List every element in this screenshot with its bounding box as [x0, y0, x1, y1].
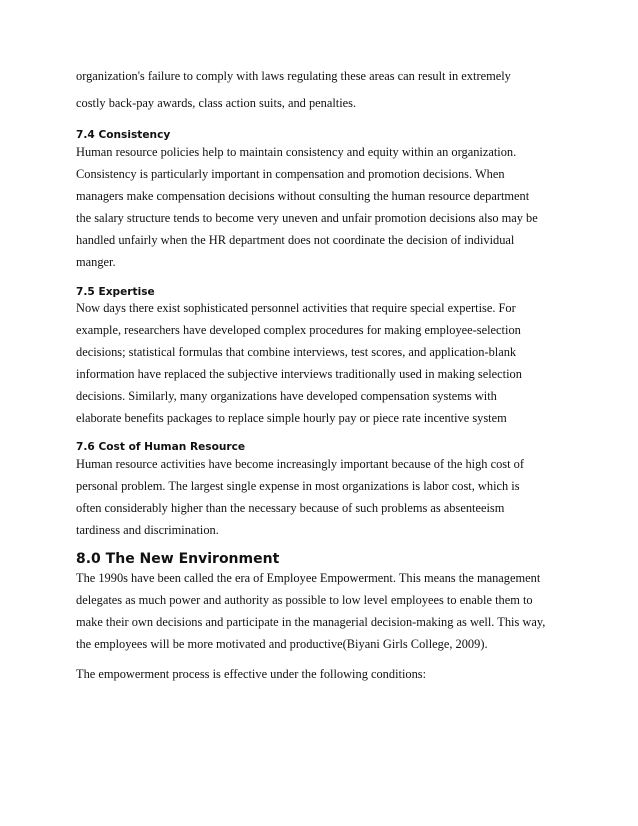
intro-line-1: organization's failure to comply with laws regulating these areas can result in extremely — [76, 69, 511, 83]
consistency-line-2: Consistency is particularly important in compensation and promotion decisions. When — [76, 167, 505, 181]
new-environment-line-3: make their own decisions and participate in the managerial decision-making as well. This way, — [76, 615, 546, 629]
section-heading-new-environment: 8.0 The New Environment — [76, 551, 280, 567]
intro-line-2: costly back-pay awards, class action suits, and penalties. — [76, 96, 357, 110]
consistency-line-3: managers make compensation decisions without consulting the human resource department — [76, 189, 530, 203]
expertise-line-1: Now days there exist sophisticated personnel activities that require special expertise. For — [76, 301, 516, 315]
expertise-line-6: elaborate benefits packages to replace simple hourly pay or piece rate incentive system — [76, 411, 507, 425]
consistency-line-4: the salary structure tends to become very uneven and unfair promotion decisions also may be — [76, 211, 538, 225]
expertise-line-3: decisions; statistical formulas that combine interviews, test scores, and application-blank — [76, 345, 517, 359]
expertise-line-5: decisions. Similarly, many organizations have developed compensation systems with — [76, 389, 497, 403]
new-environment-line-4: the employees will be more motivated and productive(Biyani Girls College, 2009). — [76, 637, 488, 651]
consistency-line-5: handled unfairly when the HR department does not coordinate the decision of individual — [76, 233, 515, 247]
section-heading-consistency: 7.4 Consistency — [76, 129, 171, 141]
new-environment-line-2: delegates as much power and authority as possible to low level employees to enable them to — [76, 593, 533, 607]
cost-line-3: often considerably higher than the necessary because of such problems as absenteeism — [76, 501, 505, 515]
new-environment-closing: The empowerment process is effective under the following conditions: — [76, 667, 427, 681]
section-heading-cost: 7.6 Cost of Human Resource — [76, 441, 246, 453]
expertise-line-2: example, researchers have developed complex procedures for making employee-selection — [76, 323, 521, 337]
cost-line-1: Human resource activities have become increasingly important because of the high cost of — [76, 457, 524, 471]
cost-line-2: personal problem. The largest single expense in most organizations is labor cost, which is — [76, 479, 520, 493]
consistency-line-1: Human resource policies help to maintain consistency and equity within an organization. — [76, 145, 517, 159]
section-heading-expertise: 7.5 Expertise — [76, 286, 155, 298]
cost-line-4: tardiness and discrimination. — [76, 523, 219, 537]
new-environment-line-1: The 1990s have been called the era of Employee Empowerment. This means the management — [76, 571, 541, 585]
expertise-line-4: information have replaced the subjective interviews traditionally used in making selection — [76, 367, 522, 381]
consistency-line-6: manger. — [76, 255, 116, 269]
